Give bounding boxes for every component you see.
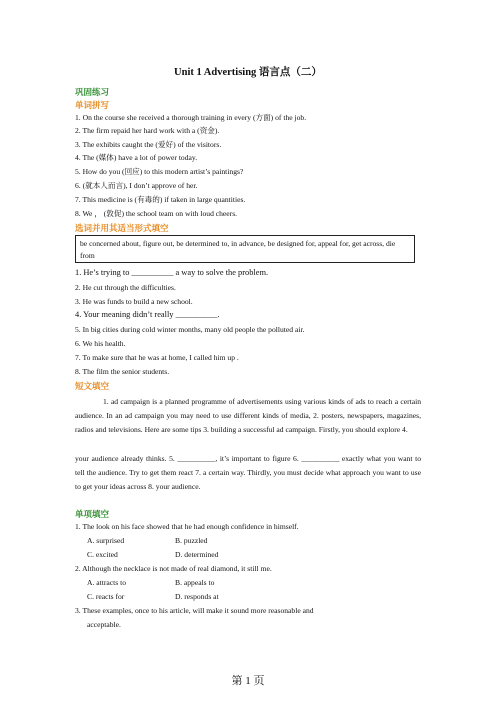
phrase-item-2: 2. He cut through the difficulties. (75, 283, 176, 292)
choice-question-3-continued: acceptable. (87, 620, 121, 629)
choice-2-option-d: D. responds at (175, 592, 219, 601)
section-passage: 短文填空 (75, 381, 110, 391)
spelling-item-8: 8. We ， (敦促) the school team on with loud cheers. (75, 209, 238, 218)
spelling-item-1: 1. On the course she received a thorough training in every (方面) of the job. (75, 113, 307, 122)
choice-1-option-a: A. surprised (87, 536, 125, 545)
phrase-item-8: 8. The film the senior students. (75, 367, 170, 376)
spelling-item-4: 4. The (媒体) have a lot of power today. (75, 153, 198, 162)
phrase-item-6: 6. We his health. (75, 339, 126, 348)
choice-1-option-c: C. excited (87, 550, 118, 559)
phrase-item-5: 5. In big cities during cold winter months, many old people the polluted air. (75, 325, 305, 334)
page-title: Unit 1 Advertising 语言点（二） (174, 67, 322, 78)
choice-1-option-b: B. puzzled (175, 536, 208, 545)
passage-paragraph-1: 1. ad campaign is a planned programme of advertisements using various kinds of ads to reach a certain audience. In an ad campaign you may need to use different kinds of media, 2. posters, newspapers, magazines, radios and televisions. Here are some tips 3. building a successful ad campaign. Firstly, you should explore 4. (75, 397, 421, 435)
choice-2-option-c: C. reacts for (87, 592, 125, 601)
choice-1-option-d: D. determined (175, 550, 219, 559)
choice-2-option-b: B. appeals to (175, 578, 215, 587)
spelling-item-5: 5. How do you (回应) to this modern artist’s paintings? (75, 167, 244, 176)
choice-2-option-a: A. attracts to (87, 578, 127, 587)
spelling-item-3: 3. The exhibits caught the (爱好) of the visitors. (75, 140, 222, 149)
section-consolidate: 巩固练习 (75, 87, 110, 97)
page-number: 第 1 页 (231, 675, 265, 687)
phrase-item-1: 1. He’s trying to __________ a way to solve the problem. (75, 268, 269, 277)
spelling-item-6: 6. (就本人而言), I don’t approve of her. (75, 181, 198, 190)
spelling-item-7: 7. This medicine is (有毒的) if taken in large quantities. (75, 195, 246, 204)
phrase-item-3: 3. He was funds to build a new school. (75, 297, 193, 306)
section-spelling: 单词拼写 (75, 100, 110, 110)
phrase-item-4: 4. Your meaning didn’t really __________. (75, 310, 220, 319)
passage-paragraph-2: your audience already thinks. 5. __________, it’s important to figure 6. __________ exactly what you want to tell the audience. Try to get them react 7. a certain way. Thirdly, you must decide what approach you want to use to get your ideas across 8. your audience. (75, 454, 421, 492)
choice-question-2: 2. Although the necklace is not made of real diamond, it still me. (75, 564, 272, 573)
spelling-item-2: 2. The firm repaid her hard work with a (资金). (75, 126, 220, 135)
section-phrases: 选词并用其适当形式填空 (75, 223, 169, 233)
phrase-word-box: be concerned about, figure out, be determined to, in advance, be designed for, appeal for, get across, die from (75, 235, 415, 263)
choice-question-3: 3. These examples, once to his article, will make it sound more reasonable and (75, 606, 314, 615)
phrase-item-7: 7. To make sure that he was at home, I called him up . (75, 353, 239, 362)
section-choice: 单项填空 (75, 509, 110, 519)
choice-question-1: 1. The look on his face showed that he had enough confidence in himself. (75, 522, 299, 531)
